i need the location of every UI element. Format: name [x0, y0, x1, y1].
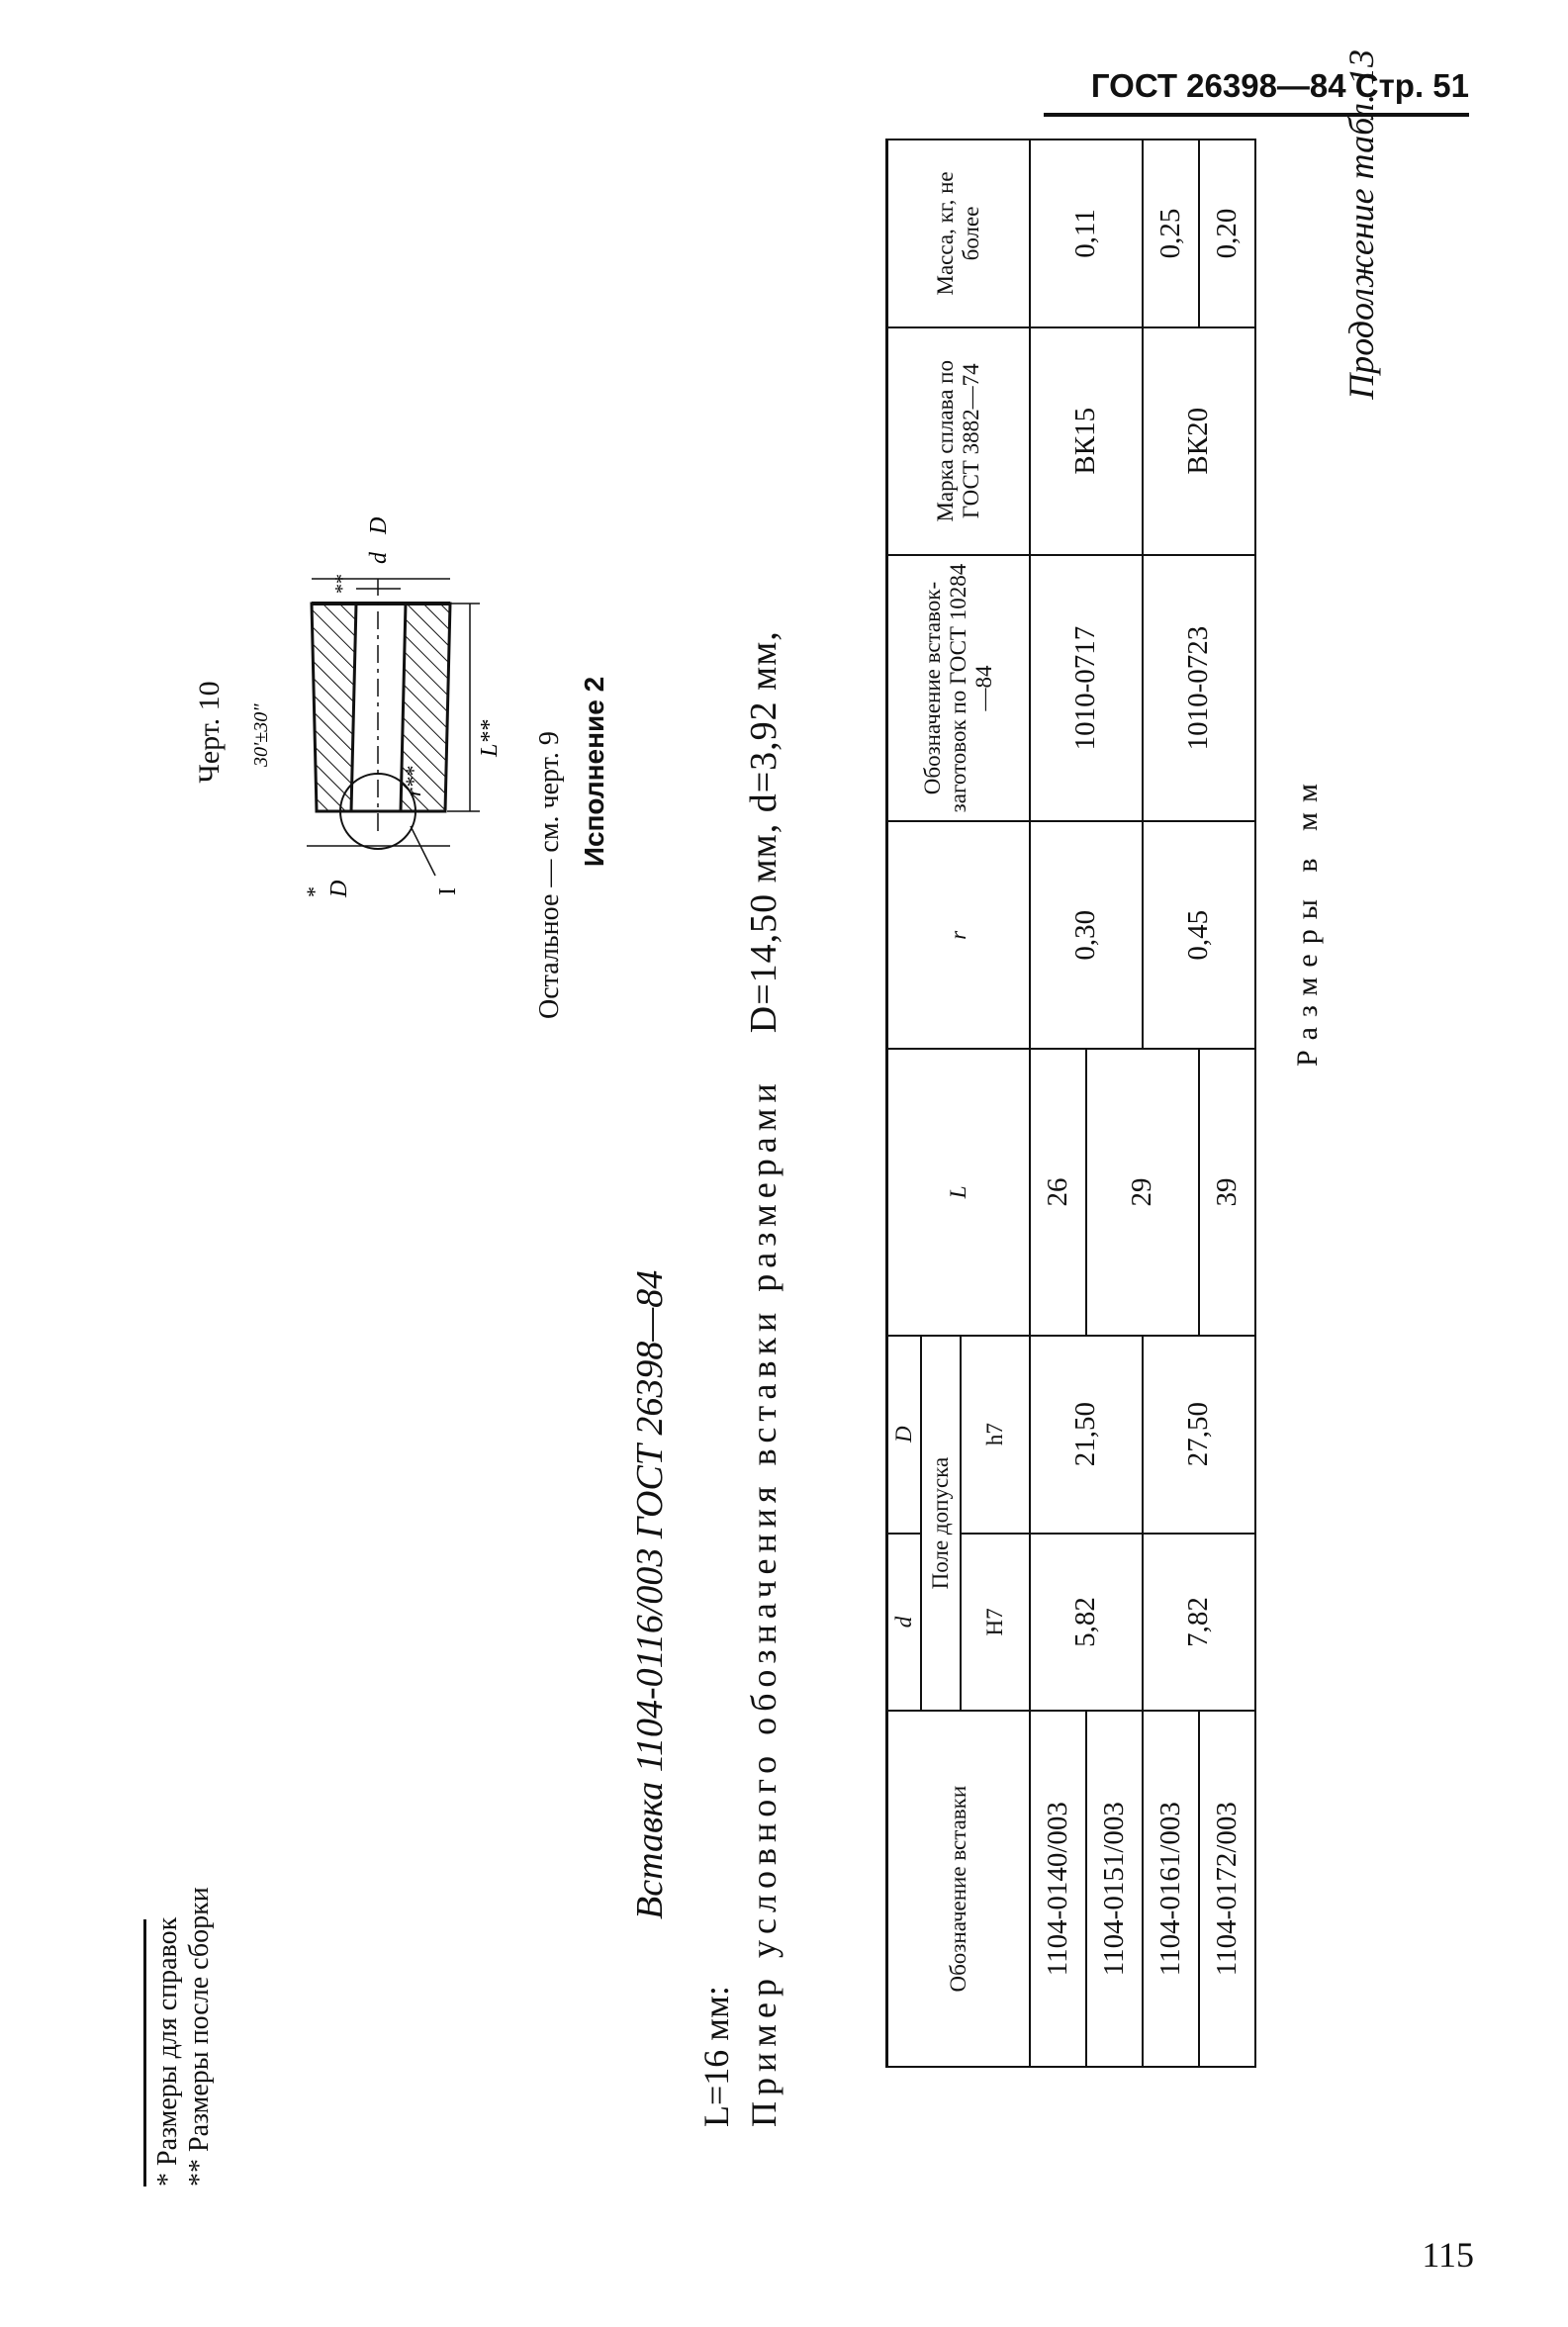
- cell-blank: 1010-0723: [1143, 555, 1255, 822]
- header-d: d: [887, 1534, 921, 1712]
- figure-label-I: I: [435, 887, 461, 895]
- figure-label-stars: **: [331, 574, 353, 594]
- figure-label-D-bottom: D: [326, 880, 352, 897]
- header-r: r: [887, 821, 1030, 1049]
- insert-drawing: [237, 470, 524, 905]
- units-note: Размеры в мм: [1291, 774, 1324, 1068]
- footnotes: [143, 1494, 216, 2187]
- header-insert: Обозначение вставки: [887, 1711, 1030, 2067]
- figure-label-D-top: D: [366, 516, 392, 534]
- rotated-content: [94, 30, 1449, 2187]
- cell-D: 27,50: [1143, 1336, 1255, 1534]
- variant-note: Остальное — см. черт. 9: [534, 731, 565, 1019]
- cell-insert: 1104-0172/003: [1199, 1711, 1255, 2067]
- cell-D: 21,50: [1030, 1336, 1143, 1534]
- figure-caption: Черт. 10: [193, 681, 226, 784]
- cell-mass: 0,25: [1143, 140, 1199, 327]
- cell-L: 39: [1199, 1049, 1255, 1336]
- dimensions-table: [885, 139, 1256, 2068]
- cell-alloy: ВК15: [1030, 327, 1143, 555]
- page-header: ГОСТ 26398—84 Стр. 51: [1044, 67, 1469, 117]
- figure-label-angle: 30'±30": [250, 703, 272, 767]
- variant-title: Исполнение 2: [579, 676, 609, 868]
- cell-blank: 1010-0717: [1030, 555, 1143, 822]
- header-D: D: [887, 1336, 921, 1534]
- figure-label-r: r**: [401, 766, 425, 796]
- header-tolerance: Поле допуска: [921, 1336, 961, 1712]
- example-text: Пример условного обозначения вставки размерами: [744, 1077, 784, 2127]
- header-h7: h7: [961, 1336, 1030, 1534]
- figure-label-star: *: [302, 886, 326, 897]
- footnote-1: * Размеры для справок: [152, 1916, 183, 2187]
- cell-r: 0,45: [1143, 821, 1255, 1049]
- cell-mass: 0,11: [1030, 140, 1143, 327]
- cell-L: 29: [1086, 1049, 1199, 1336]
- figure-label-d: d: [366, 552, 392, 564]
- cell-insert: 1104-0140/003: [1030, 1711, 1086, 2067]
- footnote-2: ** Размеры после сборки: [184, 1887, 215, 2187]
- cell-insert: 1104-0151/003: [1086, 1711, 1143, 2067]
- example-line-1: [742, 445, 785, 2127]
- insert-section: [312, 579, 450, 849]
- cell-insert: 1104-0161/003: [1143, 1711, 1199, 2067]
- figure-label-L: L**: [477, 719, 503, 757]
- cell-alloy: ВК20: [1143, 327, 1255, 555]
- page-number: 115: [1422, 2235, 1474, 2275]
- example-designation: Вставка 1104-0116/003 ГОСТ 26398—84: [629, 1269, 671, 1919]
- header-blank: Обозначение вставок-заготовок по ГОСТ 10284—84: [887, 555, 1030, 822]
- header-alloy: Марка сплава по ГОСТ 3882—74: [887, 327, 1030, 555]
- header-L: L: [887, 1049, 1030, 1336]
- header-mass: Масса, кг, не более: [887, 140, 1030, 327]
- example-dims: D=14,50 мм, d=3,92 мм,: [743, 630, 784, 1034]
- table-row: [1030, 140, 1086, 2067]
- cell-mass: 0,20: [1199, 140, 1255, 327]
- example-line-2: L=16 мм:: [696, 1986, 736, 2127]
- header-H7: H7: [961, 1534, 1030, 1712]
- footnote-rule: [143, 1919, 146, 2187]
- cell-r: 0,30: [1030, 821, 1143, 1049]
- table-continuation: Продолжение табл. 13: [1341, 49, 1381, 400]
- cell-L: 26: [1030, 1049, 1086, 1336]
- cell-d: 5,82: [1030, 1534, 1143, 1712]
- cell-d: 7,82: [1143, 1534, 1255, 1712]
